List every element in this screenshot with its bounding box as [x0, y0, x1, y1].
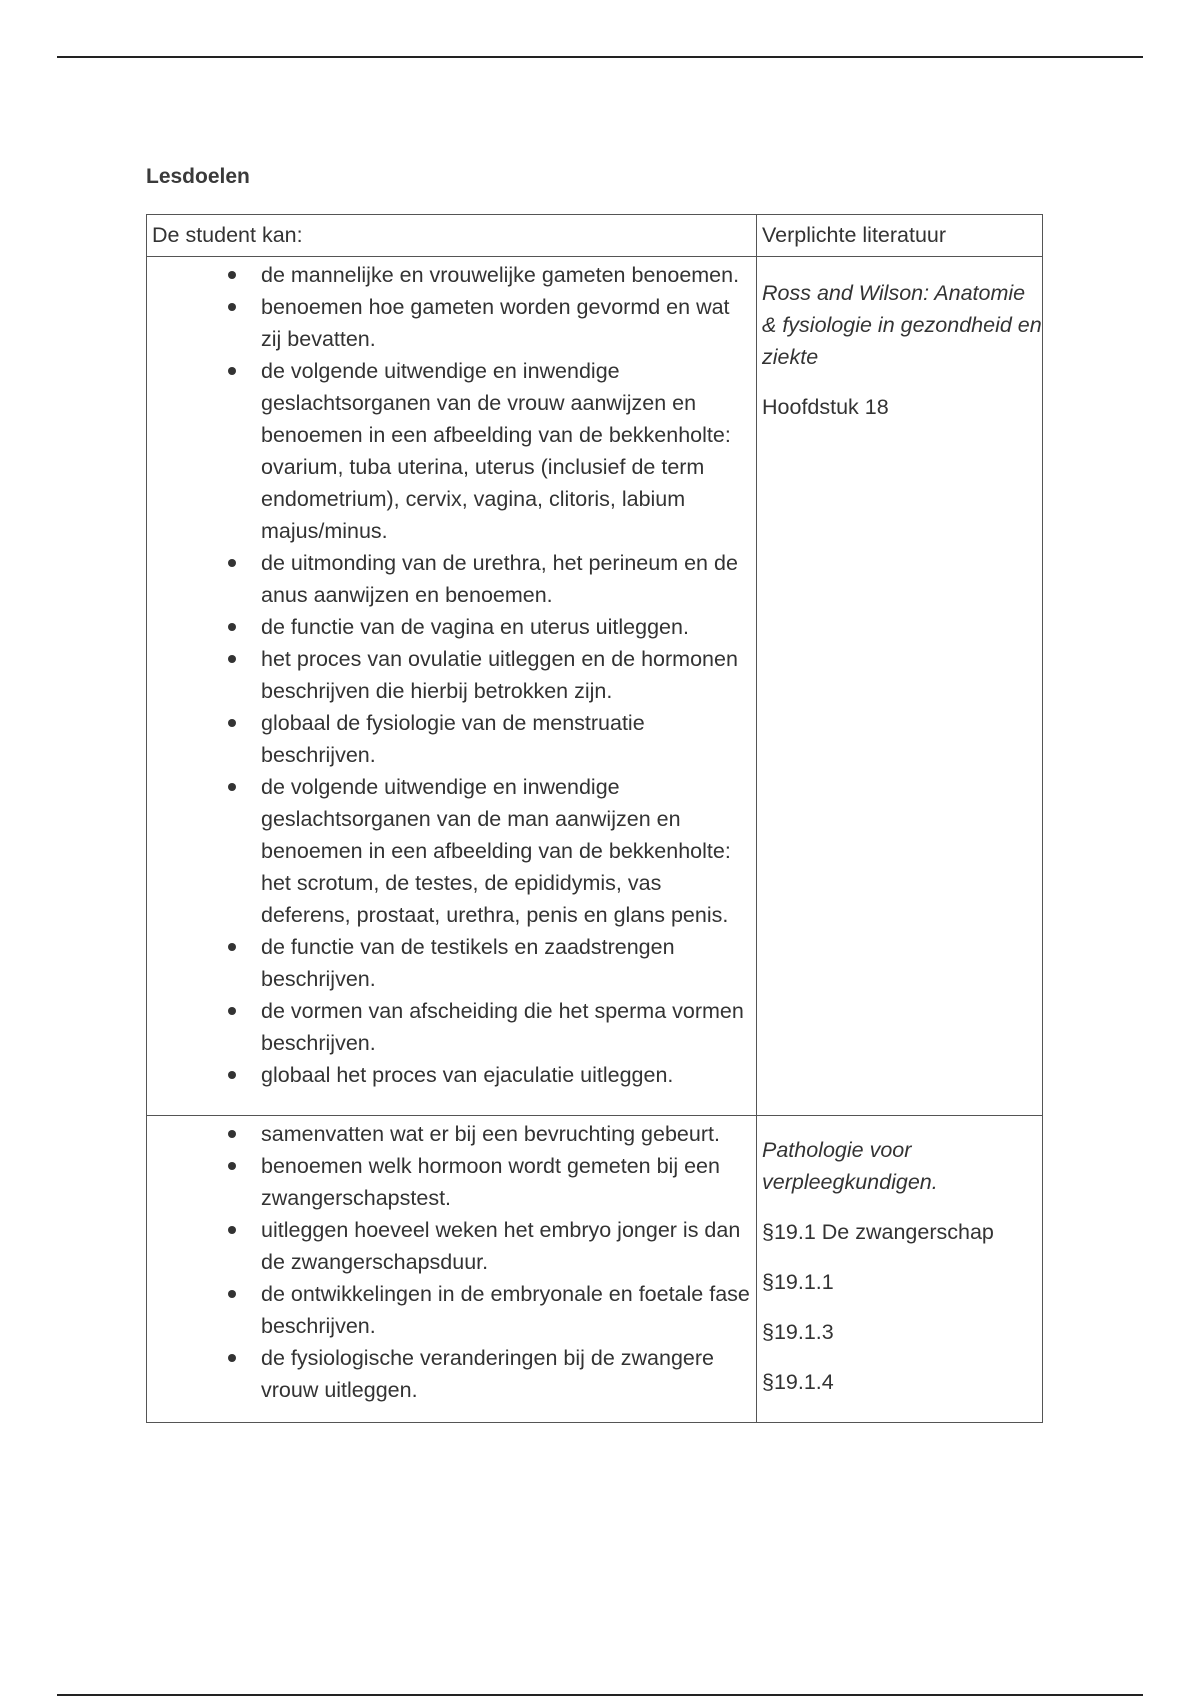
list-item: benoemen hoe gameten worden gevormd en wat zij bevatten.: [261, 291, 756, 355]
table-header-row: [147, 215, 1043, 257]
literature-cell: [757, 1116, 1043, 1423]
list-item: de functie van de vagina en uterus uitleggen.: [261, 611, 756, 643]
list-item: de mannelijke en vrouwelijke gameten benoemen.: [261, 259, 756, 291]
goals-cell: [147, 257, 757, 1116]
list-item: samenvatten wat er bij een bevruchting gebeurt.: [261, 1118, 756, 1150]
literature-reference: §19.1.1: [762, 1270, 834, 1294]
literature-title: Ross and Wilson: Anatomie & fysiologie in gezondheid en ziekte: [762, 281, 1042, 369]
table-row: [147, 257, 1043, 1116]
list-item: de uitmonding van de urethra, het perineum en de anus aanwijzen en benoemen.: [261, 547, 756, 611]
list-item: globaal het proces van ejaculatie uitleggen.: [261, 1059, 756, 1091]
list-item: uitleggen hoeveel weken het embryo jonger is dan de zwangerschapsduur.: [261, 1214, 756, 1278]
list-item: de vormen van afscheiding die het sperma vormen beschrijven.: [261, 995, 756, 1059]
literature-title: Pathologie voor verpleegkundigen.: [762, 1138, 938, 1194]
list-item: het proces van ovulatie uitleggen en de hormonen beschrijven die hierbij betrokken zijn.: [261, 643, 756, 707]
list-item: de functie van de testikels en zaadstrengen beschrijven.: [261, 931, 756, 995]
list-item: globaal de fysiologie van de menstruatie beschrijven.: [261, 707, 756, 771]
list-item: de volgende uitwendige en inwendige geslachtsorganen van de vrouw aanwijzen en benoemen in een afbeelding van de bekkenholte: ovarium, tuba uterina, uterus (inclusief de term endometrium), cervix, vagina, clitoris, labium majus/minus.: [261, 355, 756, 547]
goal-list: [147, 259, 756, 1091]
list-item: de volgende uitwendige en inwendige geslachtsorganen van de man aanwijzen en benoemen in een afbeelding van de bekkenholte: het scrotum, de testes, de epididymis, vas deferens, prostaat, urethra, penis en glans penis.: [261, 771, 756, 931]
goal-list: [147, 1118, 756, 1406]
goals-cell: [147, 1116, 757, 1423]
literature-reference: §19.1.4: [762, 1370, 834, 1394]
list-item: de ontwikkelingen in de embryonale en foetale fase beschrijven.: [261, 1278, 756, 1342]
literature-reference: Hoofdstuk 18: [762, 395, 889, 419]
student-header-cell: De student kan:: [147, 215, 757, 257]
table-row: [147, 1116, 1043, 1423]
section-heading: Lesdoelen: [146, 165, 250, 188]
literature-cell: [757, 257, 1043, 1116]
learning-goals-table: [146, 214, 1043, 1423]
list-item: benoemen welk hormoon wordt gemeten bij een zwangerschapstest.: [261, 1150, 756, 1214]
literature-reference: §19.1 De zwangerschap: [762, 1220, 994, 1244]
list-item: de fysiologische veranderingen bij de zwangere vrouw uitleggen.: [261, 1342, 756, 1406]
bottom-rule: [57, 1694, 1143, 1696]
literature-reference: §19.1.3: [762, 1320, 834, 1344]
literature-header-cell: Verplichte literatuur: [757, 215, 1043, 257]
top-rule: [57, 56, 1143, 58]
